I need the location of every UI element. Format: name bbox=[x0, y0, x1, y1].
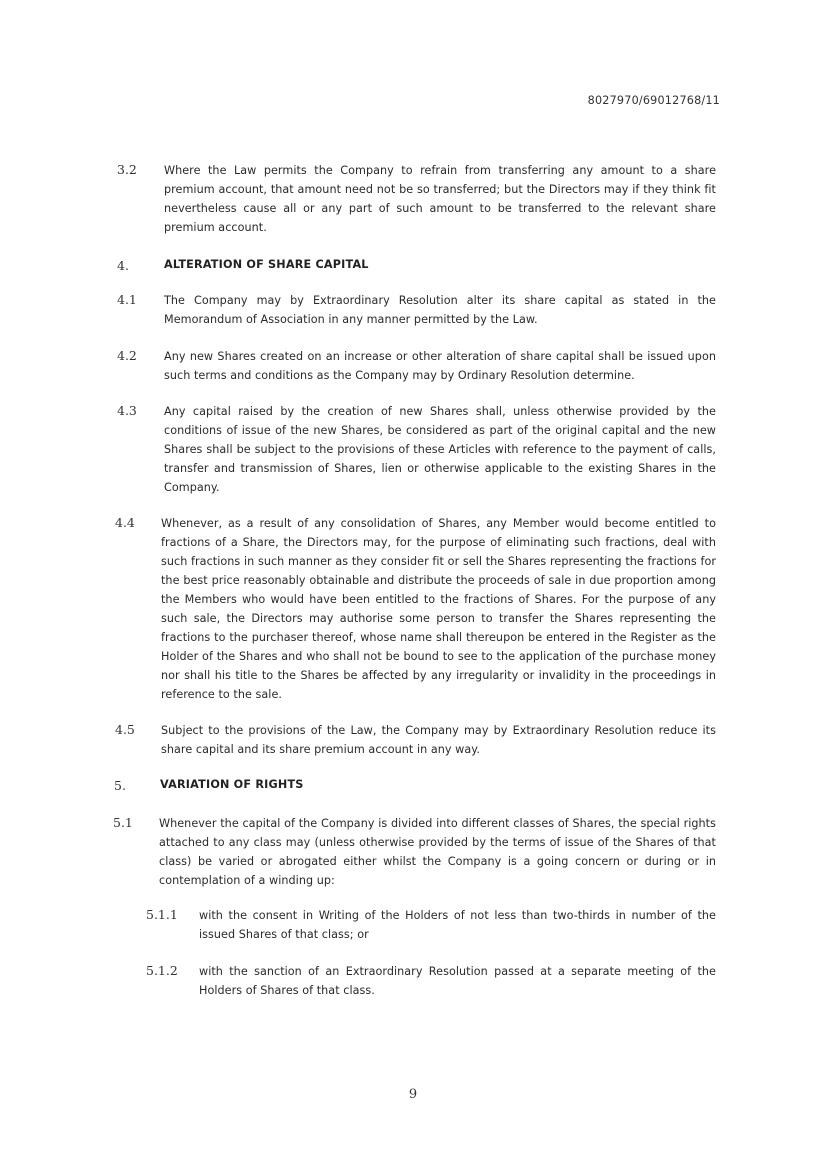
clause-text: Any capital raised by the creation of new Shares shall, unless otherwise provided by the conditions of issue of the new Shares, be considered as part of the original capital and the new Shares shall be subject to the provisions of these Articles with reference to the payment of calls, transfer and transmission of Shares, lien or otherwise applicable to the existing Shares in the Company. bbox=[164, 405, 716, 494]
clause-number: 4.5 bbox=[115, 722, 135, 737]
clause-text: with the sanction of an Extraordinary Resolution passed at a separate meeting of the Holders of Shares of that class. bbox=[199, 965, 716, 997]
clause-number: 4.1 bbox=[117, 292, 137, 307]
section-title: ALTERATION OF SHARE CAPITAL bbox=[164, 258, 369, 271]
clause-number: 5.1 bbox=[113, 815, 133, 830]
clause-number: 5.1.1 bbox=[146, 907, 178, 922]
clause-number: 5.1.2 bbox=[146, 963, 178, 978]
clause-text: The Company may by Extraordinary Resolution alter its share capital as stated in the Memorandum of Association in any manner permitted by the Law. bbox=[164, 294, 716, 326]
section-title: VARIATION OF RIGHTS bbox=[160, 778, 304, 791]
clause-number: 4.4 bbox=[115, 515, 135, 530]
section-number: 4. bbox=[117, 258, 129, 273]
page-number: 9 bbox=[408, 1087, 418, 1102]
clause-number: 3.2 bbox=[117, 162, 137, 177]
document-reference: 8027970/69012768/11 bbox=[587, 94, 720, 107]
clause-number: 4.3 bbox=[117, 403, 137, 418]
clause-text: Where the Law permits the Company to refrain from transferring any amount to a share premium account, that amount need not be so transferred; but the Directors may if they think fit nevertheless cause all or any part of such amount to be transferred to the relevant share premium account. bbox=[164, 164, 716, 234]
section-number: 5. bbox=[114, 778, 126, 793]
clause-text: Any new Shares created on an increase or other alteration of share capital shall be issued upon such terms and conditions as the Company may by Ordinary Resolution determine. bbox=[164, 350, 716, 382]
clause-text: with the consent in Writing of the Holders of not less than two-thirds in number of the issued Shares of that class; or bbox=[199, 909, 716, 941]
clause-text: Whenever the capital of the Company is divided into different classes of Shares, the special rights attached to any class may (unless otherwise provided by the terms of issue of the Shares of that class) be varied or abrogated either whilst the Company is a going concern or during or in contemplation of a winding up: bbox=[159, 817, 716, 887]
clause-text: Whenever, as a result of any consolidation of Shares, any Member would become entitled to fractions of a Share, the Directors may, for the purpose of eliminating such fractions, deal with such fractions in such manner as they consider fit or sell the Shares representing the fractions for the best price reasonably obtainable and distribute the proceeds of sale in due proportion among the Members who would have been entitled to the fractions of Shares. For the purpose of any such sale, the Directors may authorise some person to transfer the Shares representing the fractions to the purchaser thereof, whose name shall thereupon be entered in the Register as the Holder of the Shares and who shall not be bound to see to the application of the purchase money nor shall his title to the Shares be affected by any irregularity or invalidity in the proceedings in reference to the sale. bbox=[161, 517, 716, 701]
clause-number: 4.2 bbox=[117, 348, 137, 363]
clause-text: Subject to the provisions of the Law, the Company may by Extraordinary Resolution reduce its share capital and its share premium account in any way. bbox=[161, 724, 716, 756]
